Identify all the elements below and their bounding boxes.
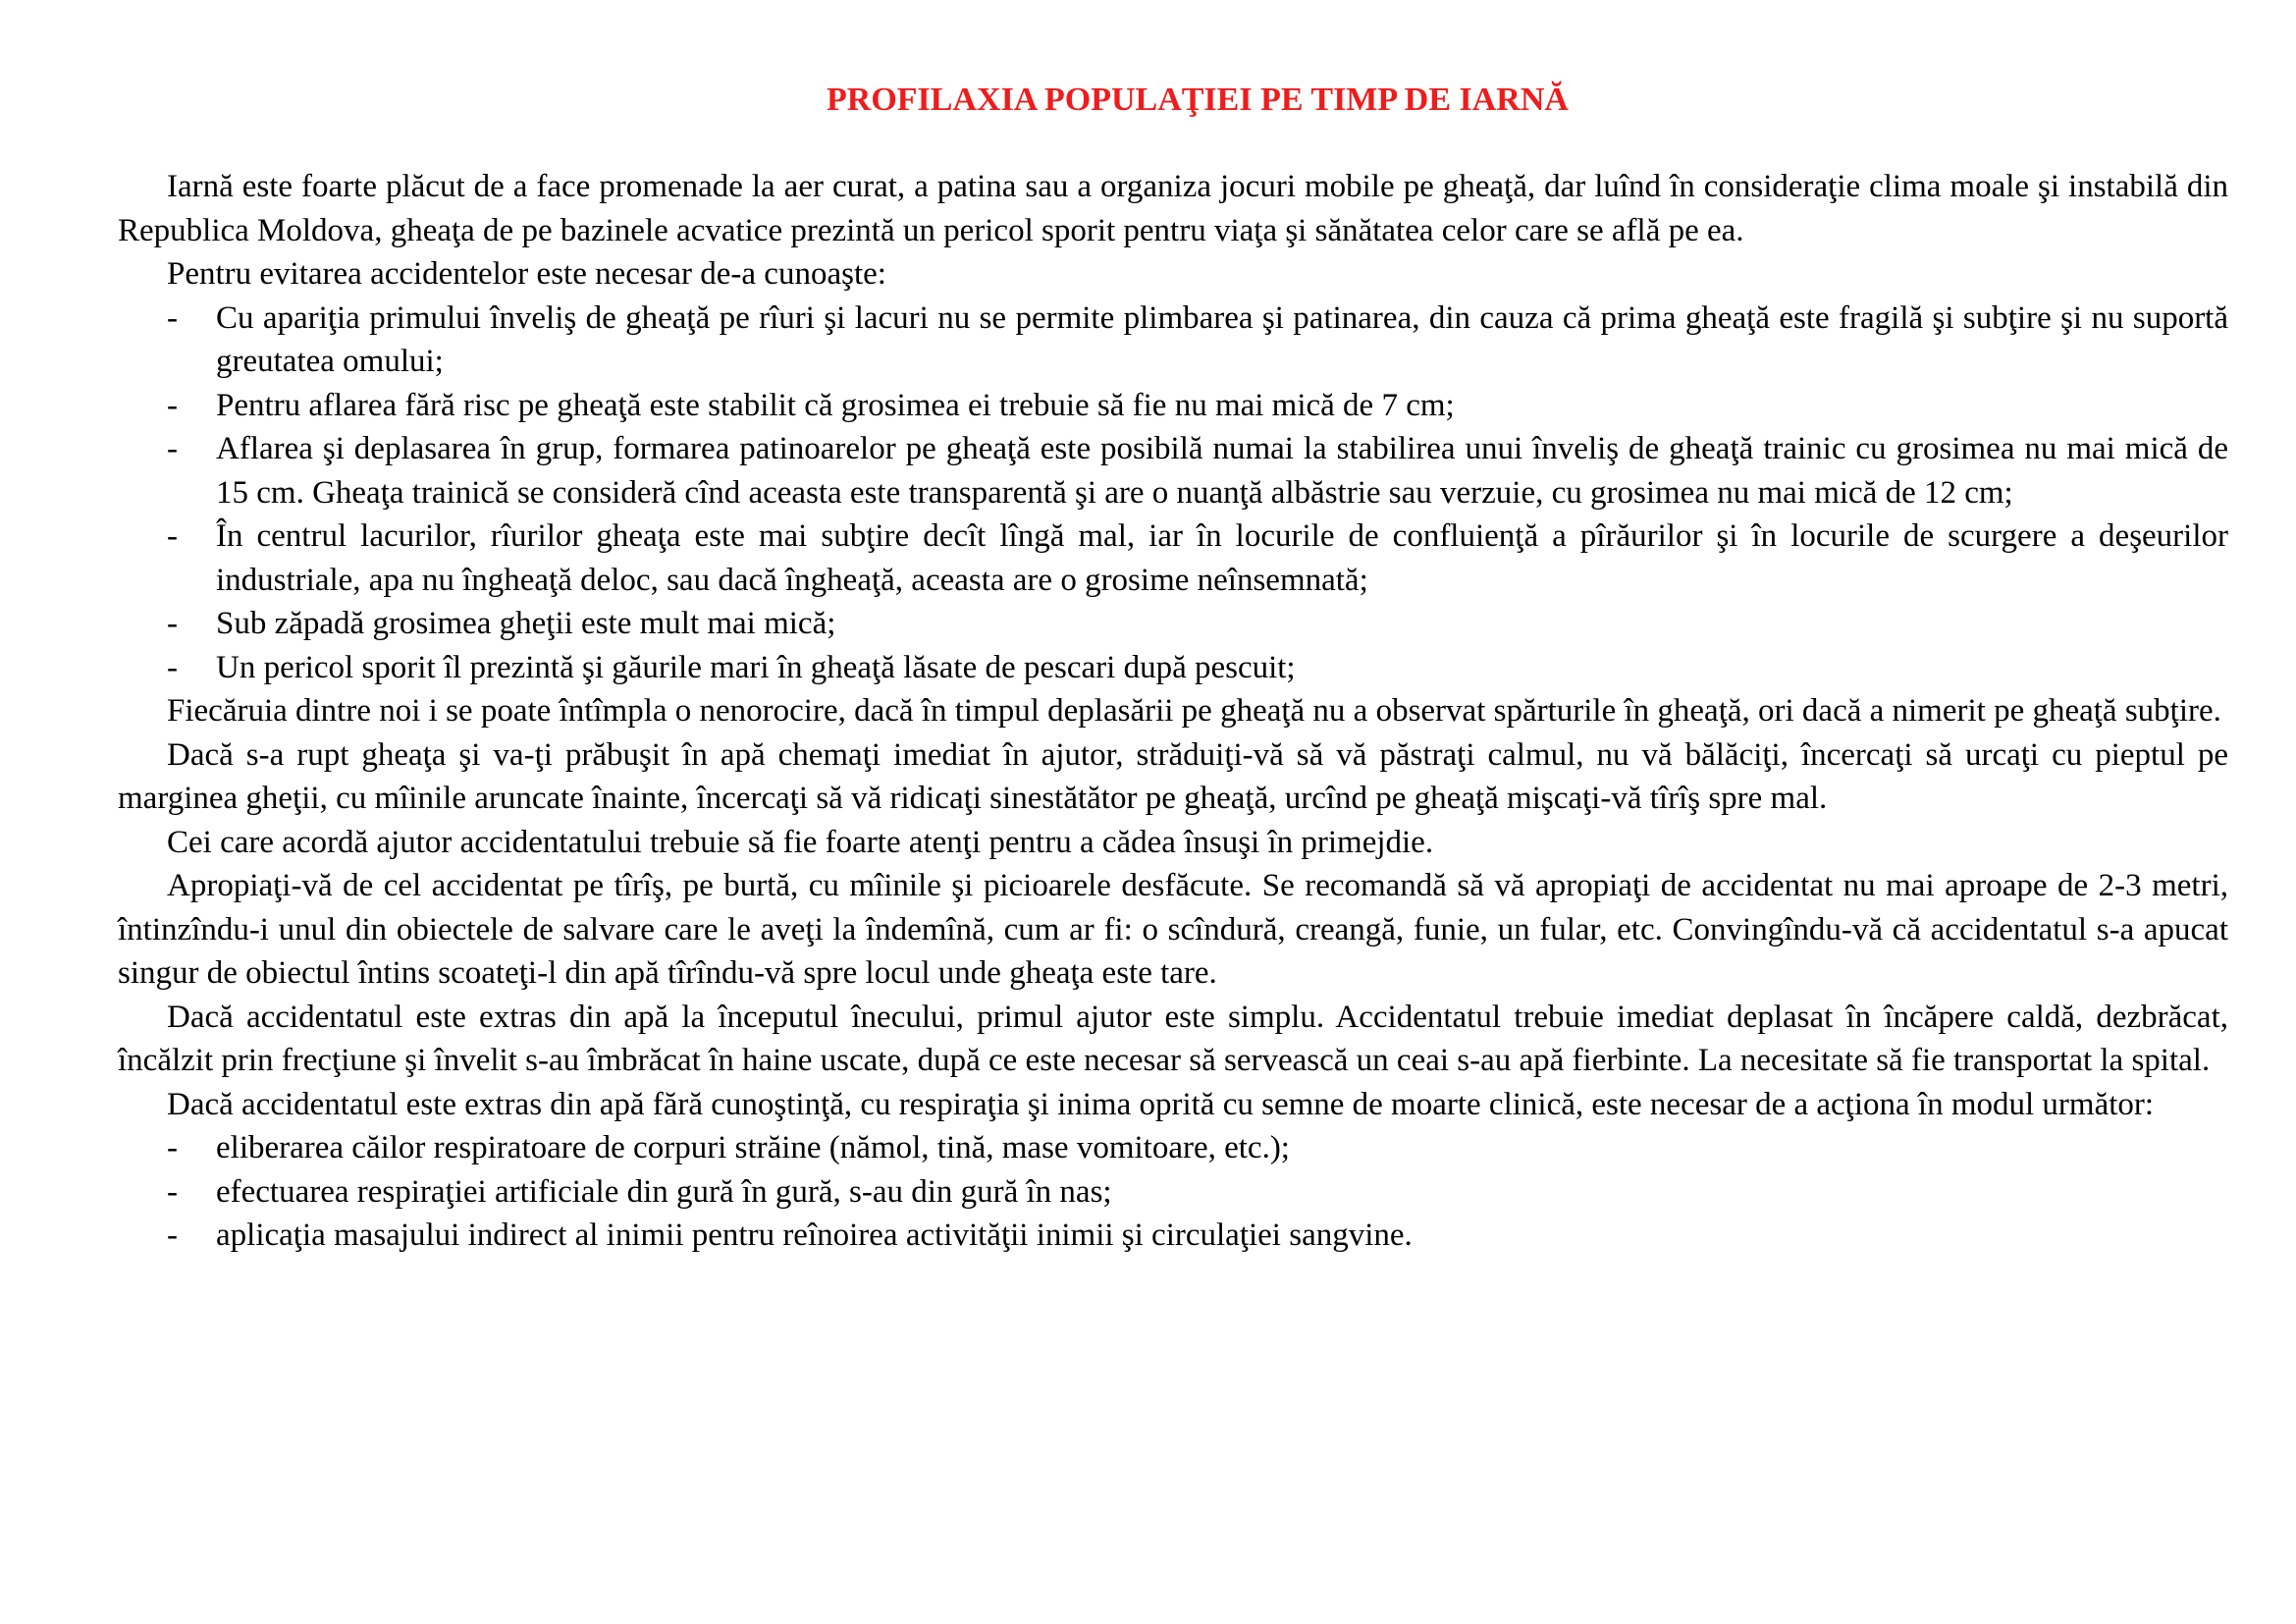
dash-bullet: - [167, 649, 178, 685]
list-item-text: Aflarea şi deplasarea în grup, formarea patinoarelor pe gheaţă este posibilă numai la stabilirea unui înveliş de gheaţă trainic cu grosimea nu mai mică de 15 cm. Gheaţa trainică se consideră cînd aceasta este transparentă şi are o nuanţă albăstrie sau verzuie, cu grosimea nu mai mică de 12 cm; [216, 431, 2228, 511]
list-item-text: În centrul lacurilor, rîurilor gheaţa este mai subţire decît lîngă mal, iar în locurile de confluienţă a pîrăurilor şi în locurile de scurgere a deşeurilor industriale, apa nu îngheaţă deloc, sau dacă îngheaţă, aceasta are o grosime neînsemnată; [216, 518, 2228, 598]
list-item [118, 427, 2228, 514]
dash-bullet: - [167, 606, 178, 641]
dash-bullet: - [167, 431, 178, 466]
paragraph-self-rescue: Dacă s-a rupt gheaţa şi va-ţi prăbuşit în apă chemaţi imediat în ajutor, străduiţi-vă să vă păstraţi calmul, nu vă bălăciţi, încercaţi să urcaţi cu pieptul pe marginea gheţii, cu mîinile aruncate înainte, încercaţi să vă ridicaţi sinestătător pe gheaţă, urcînd pe gheaţă mişcaţi-vă tîrîş spre mal. [118, 736, 2228, 816]
list-item [118, 1126, 2228, 1170]
list-item [118, 1170, 2228, 1215]
resuscitation-list [118, 1126, 2228, 1258]
list-item-text: Un pericol sporit îl prezintă şi găurile mari în gheaţă lăsate de pescari după pescuit; [216, 649, 1296, 685]
list-item-text: Pentru aflarea fără risc pe gheaţă este stabilit că grosimea ei trebuie să fie nu mai mică de 7 cm; [216, 387, 1455, 423]
list-item [118, 297, 2228, 384]
paragraph-intro: Iarnă este foarte plăcut de a face promenade la aer curat, a patina sau a organiza jocuri mobile pe gheaţă, dar luînd în consideraţie clima moale şi instabilă din Republica Moldova, gheaţa de pe bazinele acvatice prezintă un pericol sporit pentru viaţa şi sănătatea celor care se află pe ea. [118, 169, 2228, 248]
dash-bullet: - [167, 518, 178, 554]
dash-bullet: - [167, 1218, 178, 1253]
list-item [118, 646, 2228, 690]
document-title: PROFILAXIA POPULAŢIEI PE TIMP DE IARNĂ [827, 81, 1569, 118]
paragraph-approach: Apropiaţi-vă de cel accidentat pe tîrîş, pe burtă, cu mîinile şi picioarele desfăcute. Se recomandă să vă apropiaţi de accidentat nu mai aproape de 2-3 metri, întinzîndu-i unul din obiectele de salvare care le aveţi la îndemînă, cum ar fi: o scîndură, creangă, funie, un fular, etc. Convingîndu-vă că accidentatul s-a apucat singur de obiectul întins scoateţi-l din apă tîrîndu-vă spre locul unde gheaţa este tare. [118, 868, 2228, 991]
list-item-text: Sub zăpadă grosimea gheţii este mult mai mică; [216, 606, 836, 641]
list-item-text: eliberarea căilor respiratoare de corpuri străine (nămol, tină, mase vomitoare, etc.); [216, 1130, 1290, 1165]
paragraph-helpers-caution: Cei care acordă ajutor accidentatului trebuie să fie foarte atenţi pentru a cădea însuşi în primejdie. [167, 824, 1434, 860]
list-item [118, 384, 2228, 428]
list-item [118, 602, 2228, 646]
paragraph-first-aid: Dacă accidentatul este extras din apă la începutul înecului, primul ajutor este simplu. Accidentatul trebuie imediat deplasat în încăpere caldă, dezbrăcat, încălzit prin frecţiune şi învelit s-au îmbrăcat în haine uscate, după ce este necesar să servească un ceai s-au apă fierbinte. La necesitate să fie transportat la spital. [118, 999, 2228, 1078]
paragraph-list-intro: Pentru evitarea accidentelor este necesar de-a cunoaşte: [167, 256, 886, 292]
list-item [118, 1214, 2228, 1258]
list-item-text: aplicaţia masajului indirect al inimii pentru reînoirea activităţii inimii şi circulaţiei sangvine. [216, 1218, 1413, 1253]
paragraph-accident: Fiecăruia dintre noi i se poate întîmpla o nenorocire, dacă în timpul deplasării pe gheaţă nu a observat spărturile în gheaţă, ori dacă a nimerit pe gheaţă subţire. [167, 693, 2221, 729]
list-item [118, 514, 2228, 602]
document-page [118, 79, 2228, 1258]
dash-bullet: - [167, 299, 178, 336]
list-item-text: Cu apariţia primului înveliş de gheaţă pe rîuri şi lacuri nu se permite plimbarea şi patinarea, din cauza că prima gheaţă este fragilă şi subţire şi nu suportă greutatea omului; [216, 299, 2228, 379]
dash-bullet: - [167, 1130, 178, 1165]
dash-bullet: - [167, 1173, 178, 1210]
dash-bullet: - [167, 387, 178, 423]
paragraph-unconscious: Dacă accidentatul este extras din apă fără cunoştinţă, cu respiraţia şi inima oprită cu semne de moarte clinică, este necesar de a acţiona în modul următor: [167, 1086, 2155, 1122]
list-item-text: efectuarea respiraţiei artificiale din gură în gură, s-au din gură în nas; [216, 1173, 1112, 1210]
ice-safety-list [118, 297, 2228, 690]
